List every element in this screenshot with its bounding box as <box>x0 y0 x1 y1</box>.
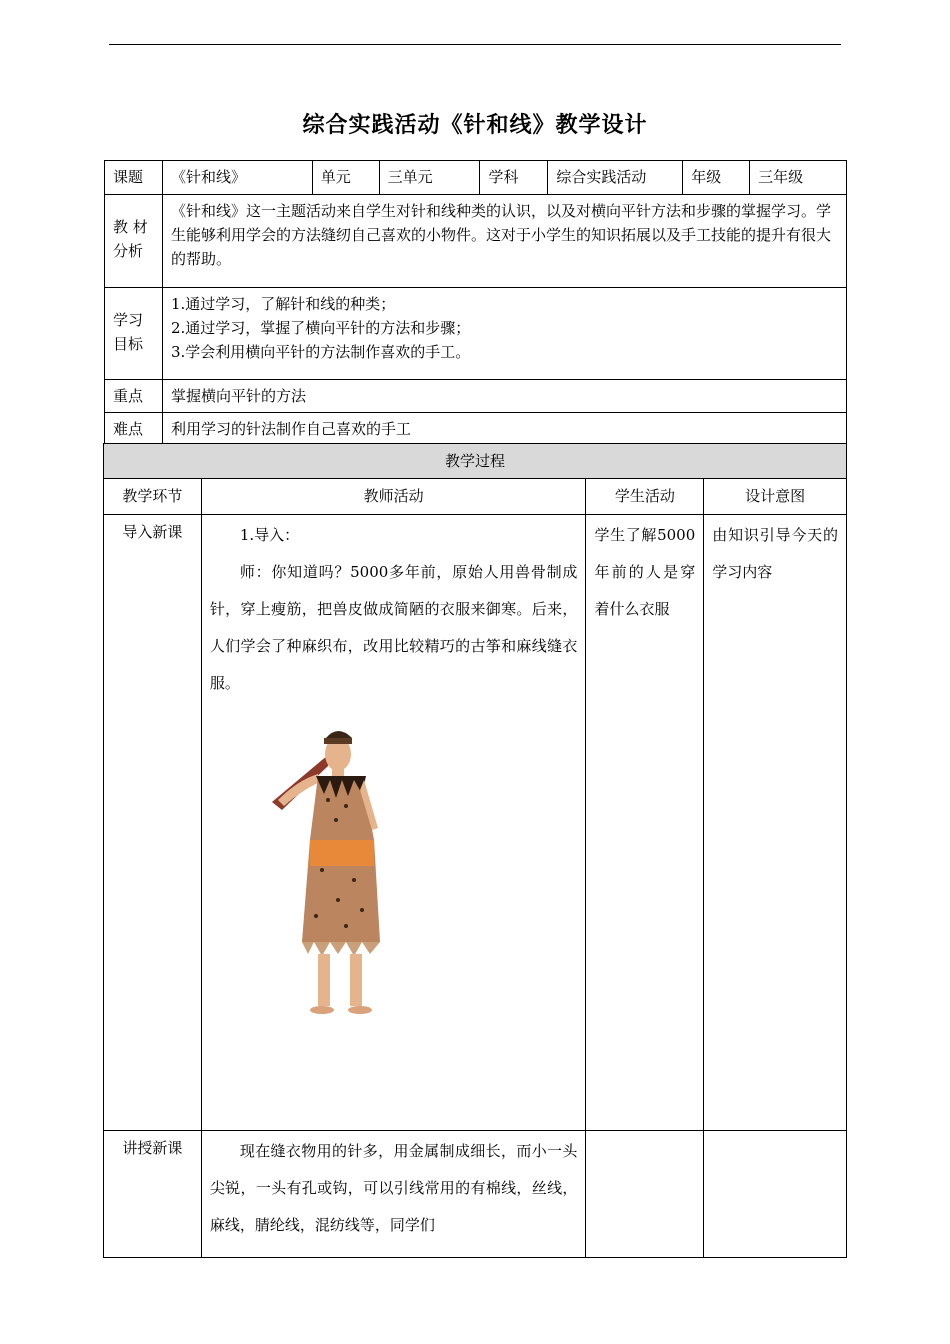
student-activity-intro: 学生了解5000年前的人是穿着什么衣服 <box>586 515 704 1131</box>
page-title: 综合实践活动《针和线》教学设计 <box>302 113 648 138</box>
grade-value: 三年级 <box>750 161 847 195</box>
header-rule <box>109 44 841 45</box>
goals-label <box>105 288 163 380</box>
intro-text: 师：你知道吗？5000多年前，原始人用兽骨制成针，穿上瘦筋，把兽皮做成简陋的衣服来御寒。后来，人们学会了种麻织布，改用比较精巧的古筝和麻线缝衣服。 <box>209 563 578 692</box>
analysis-text: 《针和线》这一主题活动来自学生对针和线种类的认识，以及对横向平针方法和步骤的掌握学习。学生能够利用学会的方法缝纫自己喜欢的小物件。这对于小学生的知识拓展以及手工技能的提升有很大的帮助。 <box>162 195 846 288</box>
analysis-label <box>105 195 163 288</box>
column-header-teacher: 教师活动 <box>201 479 586 515</box>
column-header-intent: 设计意图 <box>704 479 847 515</box>
intent-teaching <box>704 1131 847 1258</box>
column-header-stage: 教学环节 <box>104 479 202 515</box>
intent-intro: 由知识引导今天的学习内容 <box>704 515 847 1131</box>
goals-label-line2: 目标 <box>113 335 144 353</box>
process-heading: 教学过程 <box>104 444 847 479</box>
column-header-student: 学生活动 <box>586 479 704 515</box>
teacher-activity-teaching: 现在缝衣物用的针多，用金属制成细长，而小一头尖锐，一头有孔或钩，可以引线常用的有棉线，丝线，麻线，腈纶线，混纺线等，同学们 <box>201 1131 586 1258</box>
analysis-label-line1: 教 材 <box>113 218 148 236</box>
goal-item: 1.通过学习，了解针和线的种类； <box>170 295 396 313</box>
unit-value: 三单元 <box>379 161 480 195</box>
intro-title: 1.导入： <box>239 526 300 544</box>
grade-label: 年级 <box>683 161 750 195</box>
key-label: 重点 <box>105 380 163 413</box>
stage-teaching: 讲授新课 <box>104 1131 202 1258</box>
process-table <box>103 443 847 1258</box>
topic-value: 《针和线》 <box>162 161 312 195</box>
caveman-costume-image <box>242 710 432 1016</box>
unit-label: 单元 <box>312 161 379 195</box>
topic-label: 课题 <box>105 161 163 195</box>
subject-label: 学科 <box>480 161 548 195</box>
goal-item: 2.通过学习，掌握了横向平针的方法和步骤； <box>170 319 471 337</box>
info-table <box>104 160 847 446</box>
caveman-costume-illustration <box>242 710 432 1016</box>
student-activity-teaching <box>586 1131 704 1258</box>
stage-intro: 导入新课 <box>104 515 202 1131</box>
goals-label-line1: 学习 <box>113 311 144 329</box>
subject-value: 综合实践活动 <box>548 161 683 195</box>
difficulty-value: 利用学习的针法制作自己喜欢的手工 <box>162 413 846 446</box>
difficulty-label: 难点 <box>105 413 163 446</box>
goal-item: 3.学会利用横向平针的方法制作喜欢的手工。 <box>170 343 471 361</box>
goals-list <box>162 288 846 380</box>
analysis-label-line2: 分析 <box>113 242 144 260</box>
teacher-activity-intro <box>201 515 586 1131</box>
key-value: 掌握横向平针的方法 <box>162 380 846 413</box>
